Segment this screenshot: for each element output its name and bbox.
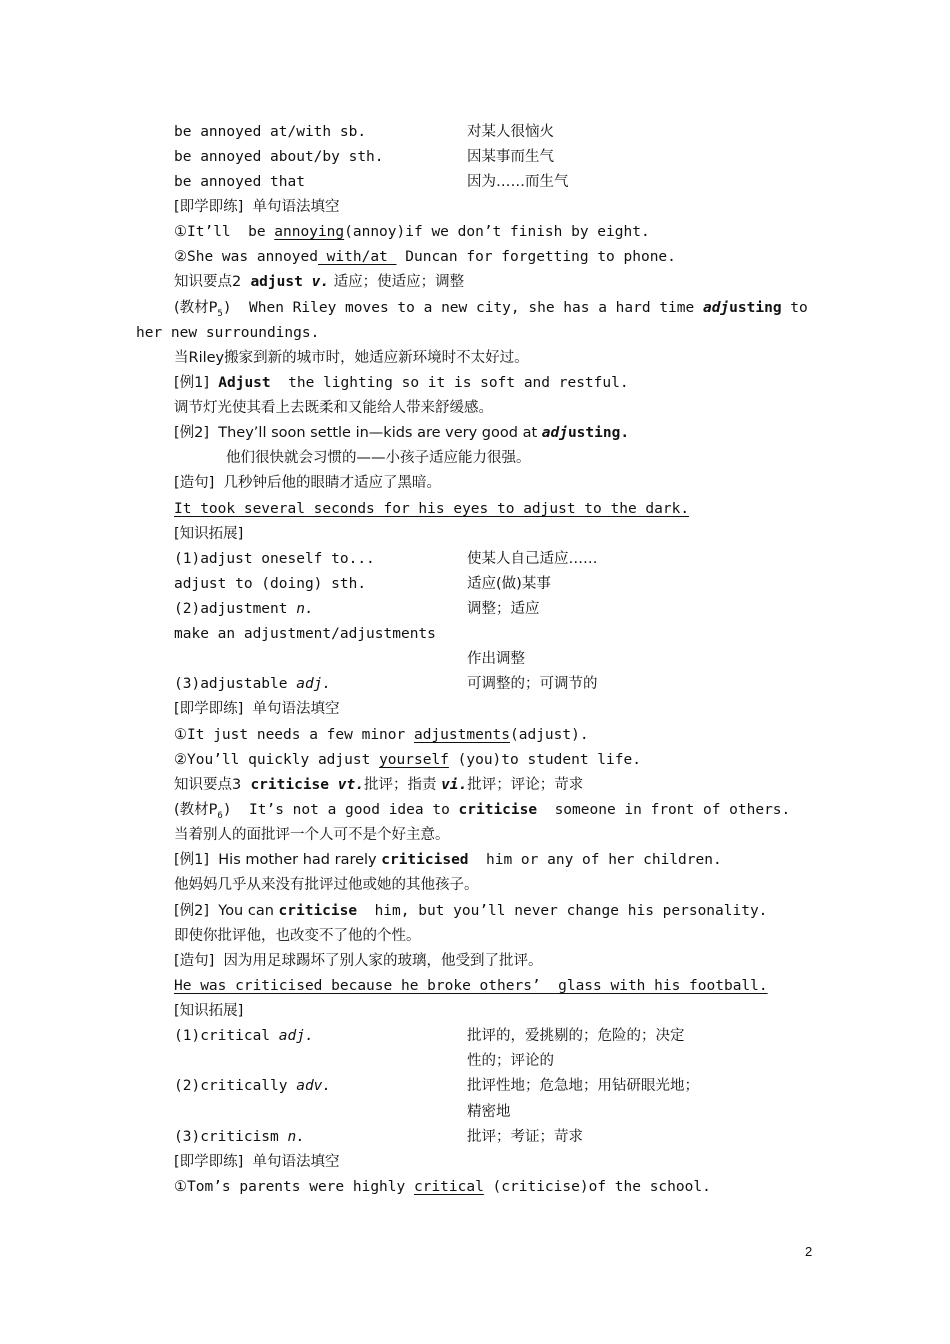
text-segment: [例1] xyxy=(174,375,219,391)
text-segment: (criticise)of the school. xyxy=(483,1179,711,1195)
text-segment: ①Tom’s parents were highly xyxy=(174,1179,414,1195)
text-segment: Duncan for forgetting to phone. xyxy=(396,249,676,265)
text-line xyxy=(174,999,874,1024)
text-line xyxy=(174,647,874,672)
text-segment: adjust to (doing) sth. xyxy=(174,576,367,592)
text-segment: 当着别人的面批评一个人可不是个好主意。 xyxy=(174,827,450,843)
text-segment: n. xyxy=(296,601,314,617)
text-segment: [知识拓展] xyxy=(174,526,244,542)
text-line xyxy=(174,1024,874,1049)
translation: 调整；适应 xyxy=(467,601,540,617)
text-line xyxy=(174,270,874,295)
text-segment: v. xyxy=(311,274,330,290)
text-line xyxy=(174,547,874,572)
text-segment: adj. xyxy=(278,1028,314,1044)
text-line xyxy=(174,1175,874,1200)
translation: 性的；评论的 xyxy=(467,1053,554,1069)
text-segment: someone in front of others. xyxy=(537,802,791,818)
text-segment: criticise xyxy=(278,903,358,919)
text-segment: 批评；指责 xyxy=(363,777,442,793)
text-segment: (教材P xyxy=(174,802,218,818)
translation: 批评性地；危急地；用钻研眼光地； xyxy=(467,1078,699,1094)
text-segment: (3)criticism xyxy=(174,1129,288,1145)
text-segment: 他们很快就会习惯的——小孩子适应能力很强。 xyxy=(226,450,531,466)
text-line xyxy=(174,522,874,547)
text-line xyxy=(174,497,874,522)
text-segment: ②You’ll quickly adjust xyxy=(174,752,380,768)
translation: 可调整的；可调节的 xyxy=(467,676,598,692)
text-segment: 5 xyxy=(217,308,223,319)
text-line xyxy=(174,798,874,823)
text-segment: ) When Riley moves to a new city, she has a hard time xyxy=(222,300,703,316)
text-line xyxy=(174,924,874,949)
translation: 因某事而生气 xyxy=(467,149,554,165)
text-segment: 6 xyxy=(217,810,223,821)
text-line xyxy=(174,145,874,170)
translation: 对某人很恼火 xyxy=(467,124,554,140)
text-segment: vi. xyxy=(441,777,468,793)
text-line xyxy=(174,1125,874,1150)
text-segment: adj xyxy=(541,425,568,441)
text-line xyxy=(174,220,874,245)
text-segment: usting xyxy=(729,300,782,316)
text-line xyxy=(174,1100,874,1125)
text-segment: yourself xyxy=(379,752,449,768)
text-segment: (2)adjustment xyxy=(174,601,297,617)
text-line xyxy=(174,245,874,270)
text-segment: Adjust xyxy=(218,375,271,391)
page-number: 2 xyxy=(805,1244,813,1259)
text-line xyxy=(174,346,874,371)
text-line xyxy=(174,697,874,722)
text-line xyxy=(174,1049,874,1074)
text-line xyxy=(174,949,874,974)
text-segment: ②She was annoyed xyxy=(174,249,318,265)
text-segment: He was criticised because he broke others’ glass with his football. xyxy=(174,978,768,994)
text-segment: 他妈妈几乎从来没有批评过他或她的其他孩子。 xyxy=(174,877,479,893)
text-line xyxy=(174,371,874,396)
text-segment: criticise xyxy=(250,777,338,793)
text-segment: [造句] 因为用足球踢坏了别人家的玻璃，他受到了批评。 xyxy=(174,953,543,969)
text-line xyxy=(174,823,874,848)
text-segment: be annoyed at/with sb. xyxy=(174,124,367,140)
text-line xyxy=(174,170,874,195)
text-segment: (you)to student life. xyxy=(448,752,641,768)
text-segment: be annoyed that xyxy=(174,174,305,190)
text-segment: (1)critical xyxy=(174,1028,279,1044)
text-segment: make an adjustment/adjustments xyxy=(174,626,436,642)
text-line xyxy=(174,296,874,321)
translation: 适应(做)某事 xyxy=(467,576,551,592)
text-line xyxy=(174,748,874,773)
text-segment: ①It’ll be xyxy=(174,224,275,240)
text-segment: n. xyxy=(287,1129,305,1145)
text-line xyxy=(174,848,874,873)
text-line xyxy=(174,1150,874,1175)
text-line xyxy=(174,396,874,421)
translation: 因为……而生气 xyxy=(467,174,569,190)
text-segment: adjustments xyxy=(413,727,511,743)
text-line xyxy=(136,321,836,346)
text-segment: ①It just needs a few minor xyxy=(174,727,414,743)
text-line xyxy=(174,672,874,697)
text-segment: him, but you’ll never change his personality. xyxy=(357,903,768,919)
text-line xyxy=(174,572,874,597)
text-segment: the lighting so it is soft and restful. xyxy=(270,375,629,391)
text-segment: him or any of her children. xyxy=(468,852,722,868)
text-segment: 即使你批评他，也改变不了他的个性。 xyxy=(174,928,421,944)
text-line xyxy=(174,1074,874,1099)
text-segment: vt. xyxy=(337,777,364,793)
text-segment: adj xyxy=(702,300,730,316)
text-line xyxy=(174,421,874,446)
text-segment: 知识要点2 xyxy=(174,274,251,290)
text-segment: [即学即练] 单句语法填空 xyxy=(174,1154,340,1170)
text-segment: [即学即练] 单句语法填空 xyxy=(174,199,340,215)
text-segment: with/at xyxy=(317,249,397,265)
text-segment: adjust xyxy=(250,274,312,290)
text-segment: usting. xyxy=(567,425,630,441)
translation: 批评的，爱挑剔的；危险的；决定 xyxy=(467,1028,685,1044)
text-segment: (1)adjust oneself to... xyxy=(174,551,375,567)
text-segment: critical xyxy=(413,1179,484,1195)
text-segment: annoying xyxy=(274,224,345,240)
text-segment: be annoyed about/by sth. xyxy=(174,149,384,165)
text-segment: [例2] You can xyxy=(174,903,279,919)
text-segment: [造句] 几秒钟后他的眼睛才适应了黑暗。 xyxy=(174,475,442,491)
translation: 精密地 xyxy=(467,1104,511,1120)
text-segment: (3)adjustable xyxy=(174,676,297,692)
text-line xyxy=(174,622,874,647)
text-segment: her new surroundings. xyxy=(136,325,320,341)
text-segment: [知识拓展] xyxy=(174,1003,244,1019)
text-segment: criticise xyxy=(458,802,538,818)
text-segment: adj. xyxy=(296,676,332,692)
text-segment: 调节灯光使其看上去既柔和又能给人带来舒缓感。 xyxy=(174,400,493,416)
text-line xyxy=(174,597,874,622)
text-line xyxy=(174,120,874,145)
text-segment: (教材P xyxy=(174,300,218,316)
text-line xyxy=(174,873,874,898)
text-segment: to xyxy=(781,300,808,316)
text-segment: criticised xyxy=(381,852,469,868)
text-segment: adv. xyxy=(296,1078,332,1094)
translation: 批评；考证；苛求 xyxy=(467,1129,583,1145)
text-segment: It took several seconds for his eyes to adjust to the dark. xyxy=(174,501,690,517)
text-segment: (annoy)if we don’t finish by eight. xyxy=(344,224,650,240)
text-segment: 知识要点3 xyxy=(174,777,251,793)
text-line xyxy=(174,195,874,220)
text-segment: (2)critically xyxy=(174,1078,297,1094)
text-line xyxy=(174,974,874,999)
text-line xyxy=(174,773,874,798)
text-segment: [即学即练] 单句语法填空 xyxy=(174,701,340,717)
translation: 作出调整 xyxy=(467,651,525,667)
text-segment: 当Riley搬家到新的城市时，她适应新环境时不太好过。 xyxy=(174,350,529,366)
text-segment: [例2] They’ll soon settle in—kids are very good at xyxy=(174,425,542,441)
text-line xyxy=(226,446,926,471)
text-segment: (adjust). xyxy=(510,727,589,743)
text-segment: 批评；评论；苛求 xyxy=(467,777,584,793)
text-line xyxy=(174,723,874,748)
text-segment: [例1] His mother had rarely xyxy=(174,852,382,868)
text-segment: 适应；使适应；调整 xyxy=(329,274,465,290)
text-line xyxy=(174,471,874,496)
text-segment: ) It’s not a good idea to xyxy=(222,802,459,818)
translation: 使某人自己适应…… xyxy=(467,551,598,567)
text-line xyxy=(174,899,874,924)
